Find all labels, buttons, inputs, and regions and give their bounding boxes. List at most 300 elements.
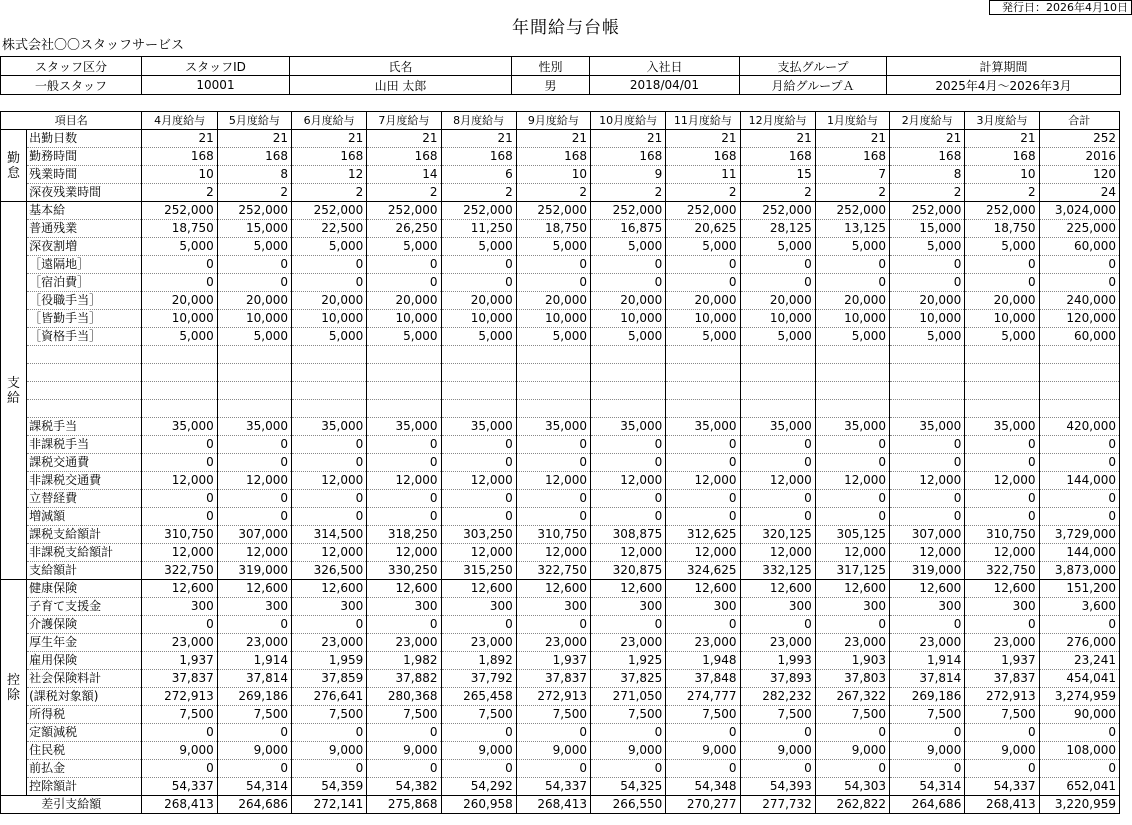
month-header: 5月度給与 — [217, 112, 291, 130]
month-value: 252,000 — [367, 202, 441, 220]
month-value: 0 — [217, 490, 291, 508]
month-value: 10,000 — [441, 310, 516, 328]
ledger-row — [1, 670, 1120, 688]
payment-group-value: 月給グループＡ — [740, 76, 887, 95]
row-label: 支給額計 — [27, 562, 142, 580]
row-total: 0 — [1039, 724, 1119, 742]
ledger-row — [1, 598, 1120, 616]
row-total: 3,600 — [1039, 598, 1119, 616]
month-value: 0 — [142, 508, 217, 526]
month-value: 20,000 — [441, 292, 516, 310]
month-value: 12,000 — [217, 472, 291, 490]
month-value: 7,500 — [217, 706, 291, 724]
net-pay-value: 275,868 — [367, 796, 441, 814]
month-value: 0 — [441, 454, 516, 472]
net-pay-value: 268,413 — [516, 796, 590, 814]
month-value: 35,000 — [965, 418, 1039, 436]
month-value — [292, 382, 367, 400]
month-value: 1,959 — [292, 652, 367, 670]
month-value: 9,000 — [965, 742, 1039, 760]
net-pay-value: 262,822 — [815, 796, 889, 814]
month-value: 0 — [740, 616, 815, 634]
row-label: ［遠隔地］ — [27, 256, 142, 274]
month-value: 0 — [217, 454, 291, 472]
month-value: 0 — [217, 256, 291, 274]
month-value: 5,000 — [591, 328, 666, 346]
month-value: 2 — [740, 184, 815, 202]
row-total: 0 — [1039, 274, 1119, 292]
month-value: 252,000 — [441, 202, 516, 220]
row-label: 立替経費 — [27, 490, 142, 508]
month-value: 0 — [740, 274, 815, 292]
month-value: 0 — [740, 256, 815, 274]
staff-id-label: スタッフID — [142, 57, 290, 76]
row-label: 所得税 — [27, 706, 142, 724]
month-value — [890, 400, 965, 418]
month-value: 0 — [965, 760, 1039, 778]
month-value: 0 — [142, 616, 217, 634]
staff-category-label: スタッフ区分 — [1, 57, 142, 76]
month-value: 5,000 — [292, 238, 367, 256]
month-value: 2 — [142, 184, 217, 202]
month-value: 7,500 — [441, 706, 516, 724]
month-value: 23,000 — [890, 634, 965, 652]
row-label: 住民税 — [27, 742, 142, 760]
month-value: 12,600 — [890, 580, 965, 598]
month-value: 12,600 — [367, 580, 441, 598]
row-total: 144,000 — [1039, 472, 1119, 490]
month-value: 0 — [292, 436, 367, 454]
row-label: ［資格手当］ — [27, 328, 142, 346]
month-value — [965, 364, 1039, 382]
month-value: 10,000 — [516, 310, 590, 328]
month-value: 0 — [292, 454, 367, 472]
ledger-row — [1, 562, 1120, 580]
month-value: 54,314 — [890, 778, 965, 796]
month-value — [217, 382, 291, 400]
month-value: 0 — [292, 724, 367, 742]
month-value: 5,000 — [965, 238, 1039, 256]
month-value: 310,750 — [516, 526, 590, 544]
month-value: 0 — [890, 490, 965, 508]
month-value: 0 — [367, 454, 441, 472]
row-label: (課税対象額) — [27, 688, 142, 706]
month-value: 0 — [740, 436, 815, 454]
month-value: 0 — [890, 616, 965, 634]
ledger-row — [1, 274, 1120, 292]
month-value: 7,500 — [367, 706, 441, 724]
month-value: 37,814 — [890, 670, 965, 688]
staff-category-value: 一般スタッフ — [1, 76, 142, 95]
row-label: 前払金 — [27, 760, 142, 778]
month-value: 9,000 — [591, 742, 666, 760]
month-value: 300 — [740, 598, 815, 616]
month-value: 0 — [965, 508, 1039, 526]
ledger-row — [1, 184, 1120, 202]
net-pay-value: 264,686 — [217, 796, 291, 814]
staff-info-label-row — [1, 57, 1121, 76]
month-value: 280,368 — [367, 688, 441, 706]
item-name-header: 項目名 — [1, 112, 142, 130]
ledger-row — [1, 238, 1120, 256]
month-value: 0 — [292, 274, 367, 292]
hire-date-value: 2018/04/01 — [590, 76, 740, 95]
month-value — [142, 400, 217, 418]
month-value: 0 — [516, 616, 590, 634]
month-value: 0 — [142, 760, 217, 778]
month-value: 12,600 — [666, 580, 740, 598]
month-value: 0 — [890, 436, 965, 454]
month-value — [666, 382, 740, 400]
month-value: 9,000 — [666, 742, 740, 760]
month-value: 21 — [516, 130, 590, 148]
month-value: 0 — [367, 760, 441, 778]
row-total: 225,000 — [1039, 220, 1119, 238]
ledger-row — [1, 166, 1120, 184]
month-value: 23,000 — [591, 634, 666, 652]
month-value: 0 — [441, 616, 516, 634]
month-value: 5,000 — [441, 328, 516, 346]
month-value: 9,000 — [815, 742, 889, 760]
row-label: 深夜割増 — [27, 238, 142, 256]
month-value: 2 — [292, 184, 367, 202]
month-value: 332,125 — [740, 562, 815, 580]
row-total: 420,000 — [1039, 418, 1119, 436]
month-value: 1,993 — [740, 652, 815, 670]
ledger-row — [1, 688, 1120, 706]
net-pay-value: 266,550 — [591, 796, 666, 814]
month-value: 28,125 — [740, 220, 815, 238]
ledger-row — [1, 760, 1120, 778]
month-value: 0 — [142, 274, 217, 292]
row-total: 3,729,000 — [1039, 526, 1119, 544]
month-value — [441, 400, 516, 418]
month-value: 265,458 — [441, 688, 516, 706]
month-value: 2 — [367, 184, 441, 202]
row-total: 60,000 — [1039, 328, 1119, 346]
month-value: 300 — [367, 598, 441, 616]
row-total — [1039, 346, 1119, 364]
month-value: 324,625 — [666, 562, 740, 580]
month-value — [441, 382, 516, 400]
ledger-row — [1, 526, 1120, 544]
month-value: 15 — [740, 166, 815, 184]
month-value: 37,825 — [591, 670, 666, 688]
month-value: 12,000 — [666, 544, 740, 562]
month-value: 300 — [815, 598, 889, 616]
row-total: 252 — [1039, 130, 1119, 148]
month-value: 1,903 — [815, 652, 889, 670]
month-value: 307,000 — [890, 526, 965, 544]
month-value: 7,500 — [890, 706, 965, 724]
attendance-section-label: 勤怠 — [1, 130, 27, 202]
month-value: 1,948 — [666, 652, 740, 670]
month-value: 23,000 — [217, 634, 291, 652]
month-value: 20,625 — [666, 220, 740, 238]
month-value — [367, 382, 441, 400]
issue-date: 発行日：2026年4月10日 — [989, 0, 1132, 15]
month-value: 305,125 — [815, 526, 889, 544]
month-value: 1,937 — [965, 652, 1039, 670]
month-value: 300 — [890, 598, 965, 616]
row-total: 90,000 — [1039, 706, 1119, 724]
month-value: 54,303 — [815, 778, 889, 796]
month-value — [516, 400, 590, 418]
month-value — [815, 382, 889, 400]
row-label: 深夜残業時間 — [27, 184, 142, 202]
month-value: 10,000 — [591, 310, 666, 328]
month-value: 0 — [142, 436, 217, 454]
month-header: 3月度給与 — [965, 112, 1039, 130]
ledger-row — [1, 454, 1120, 472]
net-pay-value: 272,141 — [292, 796, 367, 814]
month-value — [666, 364, 740, 382]
month-value: 276,641 — [292, 688, 367, 706]
month-value: 15,000 — [217, 220, 291, 238]
row-label: ［役職手当］ — [27, 292, 142, 310]
month-value: 168 — [890, 148, 965, 166]
month-value: 23,000 — [666, 634, 740, 652]
month-value: 10 — [142, 166, 217, 184]
month-value: 0 — [516, 274, 590, 292]
month-header: 12月度給与 — [740, 112, 815, 130]
month-value: 10,000 — [217, 310, 291, 328]
month-value: 0 — [591, 760, 666, 778]
month-value: 0 — [441, 436, 516, 454]
row-label: 課税交通費 — [27, 454, 142, 472]
month-value: 0 — [591, 256, 666, 274]
month-value: 0 — [815, 760, 889, 778]
net-pay-total: 3,220,959 — [1039, 796, 1119, 814]
month-value: 0 — [516, 436, 590, 454]
month-value: 0 — [217, 274, 291, 292]
month-value: 37,837 — [516, 670, 590, 688]
month-value: 21 — [292, 130, 367, 148]
month-value: 11,250 — [441, 220, 516, 238]
month-value: 2 — [441, 184, 516, 202]
month-value: 1,914 — [890, 652, 965, 670]
month-value: 7 — [815, 166, 889, 184]
month-value: 21 — [217, 130, 291, 148]
row-label: 厚生年金 — [27, 634, 142, 652]
month-value: 0 — [740, 724, 815, 742]
net-pay-value: 268,413 — [142, 796, 217, 814]
page-title: 年間給与台帳 — [512, 18, 620, 38]
month-value: 252,000 — [292, 202, 367, 220]
row-label: 介護保険 — [27, 616, 142, 634]
hire-date-label: 入社日 — [590, 57, 740, 76]
month-value: 12,600 — [292, 580, 367, 598]
month-value: 0 — [367, 490, 441, 508]
month-value: 20,000 — [292, 292, 367, 310]
month-value: 12,600 — [740, 580, 815, 598]
month-value: 23,000 — [142, 634, 217, 652]
month-value: 0 — [965, 256, 1039, 274]
month-value: 37,859 — [292, 670, 367, 688]
month-value: 10,000 — [292, 310, 367, 328]
month-value: 5,000 — [740, 328, 815, 346]
month-value: 21 — [965, 130, 1039, 148]
month-value: 35,000 — [142, 418, 217, 436]
month-value: 12,000 — [666, 472, 740, 490]
month-value: 20,000 — [740, 292, 815, 310]
month-value: 0 — [292, 256, 367, 274]
month-header: 8月度給与 — [441, 112, 516, 130]
month-value: 5,000 — [666, 328, 740, 346]
month-value: 0 — [516, 508, 590, 526]
month-value: 12,000 — [890, 472, 965, 490]
month-value: 2 — [666, 184, 740, 202]
month-value: 0 — [815, 436, 889, 454]
month-value: 320,875 — [591, 562, 666, 580]
month-value: 12,000 — [292, 544, 367, 562]
month-value: 0 — [591, 508, 666, 526]
month-value: 35,000 — [815, 418, 889, 436]
row-label — [27, 364, 142, 382]
month-value: 5,000 — [516, 328, 590, 346]
month-value: 21 — [740, 130, 815, 148]
month-value: 8 — [890, 166, 965, 184]
month-value: 12,000 — [217, 544, 291, 562]
month-value: 300 — [965, 598, 1039, 616]
month-value: 312,625 — [666, 526, 740, 544]
month-header: 7月度給与 — [367, 112, 441, 130]
month-value — [890, 364, 965, 382]
month-value: 0 — [815, 616, 889, 634]
net-pay-row — [1, 796, 1120, 814]
month-value: 7,500 — [740, 706, 815, 724]
month-value: 252,000 — [740, 202, 815, 220]
month-value: 1,914 — [217, 652, 291, 670]
month-value: 2 — [890, 184, 965, 202]
month-value: 168 — [292, 148, 367, 166]
month-value: 0 — [890, 724, 965, 742]
month-value: 0 — [666, 256, 740, 274]
month-value: 54,314 — [217, 778, 291, 796]
month-value: 21 — [890, 130, 965, 148]
month-value: 35,000 — [441, 418, 516, 436]
month-value: 168 — [441, 148, 516, 166]
row-label: 課税手当 — [27, 418, 142, 436]
row-label: 雇用保険 — [27, 652, 142, 670]
month-value: 5,000 — [965, 328, 1039, 346]
month-value: 326,500 — [292, 562, 367, 580]
net-pay-value: 264,686 — [890, 796, 965, 814]
row-total: 24 — [1039, 184, 1119, 202]
month-value: 322,750 — [516, 562, 590, 580]
month-value: 35,000 — [217, 418, 291, 436]
month-value: 10,000 — [965, 310, 1039, 328]
ledger-row — [1, 202, 1120, 220]
month-value: 5,000 — [666, 238, 740, 256]
month-value: 5,000 — [815, 328, 889, 346]
month-value: 9,000 — [516, 742, 590, 760]
row-label: 基本給 — [27, 202, 142, 220]
month-value: 0 — [367, 508, 441, 526]
gender-label: 性別 — [512, 57, 590, 76]
month-value: 5,000 — [142, 238, 217, 256]
row-label: 残業時間 — [27, 166, 142, 184]
month-value: 21 — [441, 130, 516, 148]
month-value: 12,000 — [142, 472, 217, 490]
month-value — [740, 364, 815, 382]
row-total: 2016 — [1039, 148, 1119, 166]
row-label: 非課税手当 — [27, 436, 142, 454]
month-header: 2月度給与 — [890, 112, 965, 130]
month-header: 10月度給与 — [591, 112, 666, 130]
month-value: 12,600 — [142, 580, 217, 598]
month-value: 12,600 — [441, 580, 516, 598]
month-value — [367, 364, 441, 382]
month-value — [367, 400, 441, 418]
month-value: 2 — [217, 184, 291, 202]
net-pay-label: 差引支給額 — [1, 796, 142, 814]
month-value — [591, 364, 666, 382]
month-value: 5,000 — [890, 328, 965, 346]
month-value: 0 — [890, 454, 965, 472]
ledger-row — [1, 418, 1120, 436]
month-value — [965, 400, 1039, 418]
month-value: 16,875 — [591, 220, 666, 238]
month-value: 0 — [367, 724, 441, 742]
month-value: 0 — [815, 256, 889, 274]
month-value: 0 — [217, 724, 291, 742]
month-value: 35,000 — [516, 418, 590, 436]
month-value: 252,000 — [516, 202, 590, 220]
month-value: 168 — [591, 148, 666, 166]
month-value: 0 — [516, 256, 590, 274]
row-total: 0 — [1039, 508, 1119, 526]
row-total: 120 — [1039, 166, 1119, 184]
month-value: 0 — [965, 274, 1039, 292]
month-value: 300 — [217, 598, 291, 616]
month-value: 12,000 — [441, 544, 516, 562]
month-value: 0 — [591, 724, 666, 742]
month-value: 10,000 — [367, 310, 441, 328]
month-value — [740, 346, 815, 364]
staff-id-value: 10001 — [142, 76, 290, 95]
month-value: 168 — [740, 148, 815, 166]
month-value: 322,750 — [142, 562, 217, 580]
month-value — [217, 346, 291, 364]
row-total: 276,000 — [1039, 634, 1119, 652]
month-value — [217, 364, 291, 382]
row-total: 108,000 — [1039, 742, 1119, 760]
month-value: 23,000 — [815, 634, 889, 652]
net-pay-value: 270,277 — [666, 796, 740, 814]
month-value: 12,600 — [965, 580, 1039, 598]
month-header: 6月度給与 — [292, 112, 367, 130]
row-total: 454,041 — [1039, 670, 1119, 688]
month-value: 23,000 — [441, 634, 516, 652]
month-value: 0 — [142, 490, 217, 508]
month-value: 330,250 — [367, 562, 441, 580]
row-total: 0 — [1039, 454, 1119, 472]
month-value: 7,500 — [292, 706, 367, 724]
month-header: 11月度給与 — [666, 112, 740, 130]
ledger-row — [1, 148, 1120, 166]
month-value: 9,000 — [890, 742, 965, 760]
month-value: 0 — [441, 724, 516, 742]
month-value: 168 — [815, 148, 889, 166]
month-value: 5,000 — [516, 238, 590, 256]
month-value: 300 — [516, 598, 590, 616]
staff-info-table — [0, 56, 1121, 95]
month-value: 0 — [292, 760, 367, 778]
month-value: 1,937 — [516, 652, 590, 670]
month-value: 12 — [292, 166, 367, 184]
month-value: 5,000 — [890, 238, 965, 256]
